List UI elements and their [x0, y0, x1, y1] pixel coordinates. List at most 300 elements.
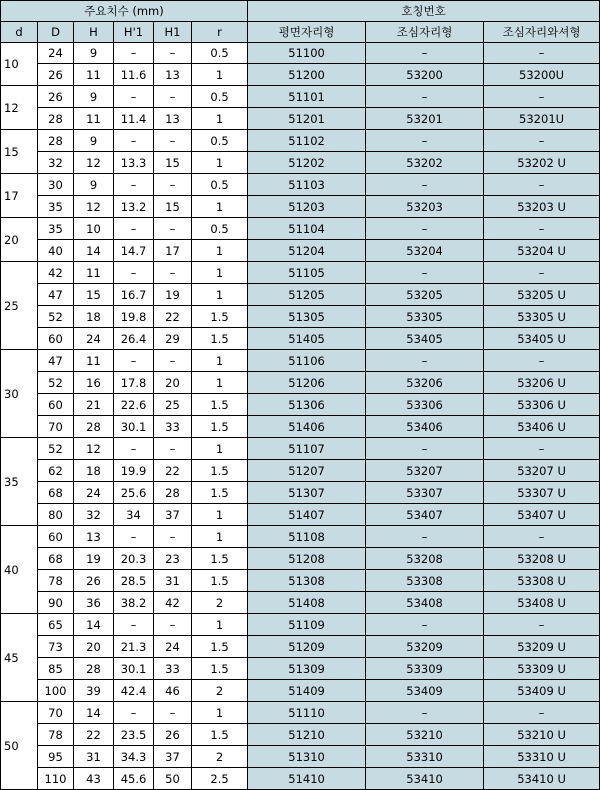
flat-seat-number-cell: 51305 [248, 306, 366, 328]
height-H1-prime-cell: – [114, 438, 154, 460]
height-H1-prime-cell: – [114, 130, 154, 152]
table-row [1, 240, 600, 262]
col-header-flat-seat: 평면자리형 [248, 22, 366, 43]
height-H1-cell: – [154, 702, 192, 724]
height-H1-prime-cell: 14.7 [114, 240, 154, 262]
height-H-cell: 10 [74, 218, 114, 240]
aligning-seat-number-cell: 53309 [366, 658, 484, 680]
height-H-cell: 32 [74, 504, 114, 526]
aligning-seat-number-cell: 53206 [366, 372, 484, 394]
outer-D-cell: 85 [38, 658, 74, 680]
table-row [1, 592, 600, 614]
height-H1-cell: 22 [154, 306, 192, 328]
bore-d-cell: 12 [1, 86, 38, 130]
aligning-washer-number-cell: – [484, 130, 600, 152]
aligning-washer-number-cell: 53408 U [484, 592, 600, 614]
radius-r-cell: 1 [192, 108, 248, 130]
flat-seat-number-cell: 51209 [248, 636, 366, 658]
height-H-cell: 24 [74, 482, 114, 504]
outer-D-cell: 24 [38, 43, 74, 64]
table-row [1, 130, 600, 152]
table-row [1, 658, 600, 680]
table-row [1, 394, 600, 416]
radius-r-cell: 1.5 [192, 570, 248, 592]
flat-seat-number-cell: 51208 [248, 548, 366, 570]
table-row [1, 350, 600, 372]
bore-d-cell: 45 [1, 614, 38, 702]
outer-D-cell: 30 [38, 174, 74, 196]
height-H-cell: 9 [74, 130, 114, 152]
outer-D-cell: 35 [38, 218, 74, 240]
outer-D-cell: 95 [38, 746, 74, 768]
outer-D-cell: 73 [38, 636, 74, 658]
aligning-washer-number-cell: 53204 U [484, 240, 600, 262]
height-H1-cell: 37 [154, 504, 192, 526]
height-H1-prime-cell: – [114, 262, 154, 284]
table-row [1, 174, 600, 196]
outer-D-cell: 60 [38, 328, 74, 350]
aligning-washer-number-cell: – [484, 350, 600, 372]
aligning-washer-number-cell: 53310 U [484, 746, 600, 768]
aligning-seat-number-cell: 53308 [366, 570, 484, 592]
height-H-cell: 18 [74, 460, 114, 482]
outer-D-cell: 78 [38, 724, 74, 746]
radius-r-cell: 1 [192, 284, 248, 306]
height-H1-cell: 26 [154, 724, 192, 746]
aligning-washer-number-cell: 53305 U [484, 306, 600, 328]
height-H-cell: 43 [74, 768, 114, 790]
outer-D-cell: 32 [38, 152, 74, 174]
flat-seat-number-cell: 51109 [248, 614, 366, 636]
height-H1-cell: 23 [154, 548, 192, 570]
flat-seat-number-cell: 51210 [248, 724, 366, 746]
aligning-washer-number-cell: 53306 U [484, 394, 600, 416]
outer-D-cell: 60 [38, 394, 74, 416]
height-H1-prime-cell: 30.1 [114, 416, 154, 438]
height-H1-prime-cell: 13.2 [114, 196, 154, 218]
aligning-seat-number-cell: 53405 [366, 328, 484, 350]
height-H1-cell: 13 [154, 108, 192, 130]
aligning-seat-number-cell: – [366, 130, 484, 152]
height-H-cell: 12 [74, 438, 114, 460]
aligning-seat-number-cell: 53202 [366, 152, 484, 174]
height-H-cell: 31 [74, 746, 114, 768]
outer-D-cell: 60 [38, 526, 74, 548]
outer-D-cell: 110 [38, 768, 74, 790]
flat-seat-number-cell: 51310 [248, 746, 366, 768]
table-row [1, 460, 600, 482]
radius-r-cell: 1 [192, 438, 248, 460]
table-row [1, 86, 600, 108]
aligning-washer-number-cell: 53308 U [484, 570, 600, 592]
height-H-cell: 11 [74, 64, 114, 86]
radius-r-cell: 1.5 [192, 306, 248, 328]
flat-seat-number-cell: 51108 [248, 526, 366, 548]
table-row [1, 680, 600, 702]
col-header-aligning-washer: 조심자리와셔형 [484, 22, 600, 43]
flat-seat-number-cell: 51107 [248, 438, 366, 460]
flat-seat-number-cell: 51407 [248, 504, 366, 526]
height-H-cell: 20 [74, 636, 114, 658]
height-H-cell: 9 [74, 174, 114, 196]
radius-r-cell: 1 [192, 614, 248, 636]
aligning-washer-number-cell: – [484, 438, 600, 460]
height-H1-cell: – [154, 350, 192, 372]
outer-D-cell: 100 [38, 680, 74, 702]
aligning-washer-number-cell: 53407 U [484, 504, 600, 526]
height-H1-cell: 22 [154, 460, 192, 482]
aligning-washer-number-cell: 53207 U [484, 460, 600, 482]
aligning-seat-number-cell: 53208 [366, 548, 484, 570]
table-row [1, 416, 600, 438]
table-row [1, 372, 600, 394]
radius-r-cell: 1.5 [192, 658, 248, 680]
height-H1-cell: 15 [154, 196, 192, 218]
flat-seat-number-cell: 51309 [248, 658, 366, 680]
height-H1-cell: – [154, 614, 192, 636]
table-row [1, 108, 600, 130]
height-H1-prime-cell: – [114, 218, 154, 240]
height-H1-prime-cell: 11.6 [114, 64, 154, 86]
height-H1-prime-cell: 17.8 [114, 372, 154, 394]
radius-r-cell: 2 [192, 746, 248, 768]
flat-seat-number-cell: 51308 [248, 570, 366, 592]
radius-r-cell: 2 [192, 680, 248, 702]
flat-seat-number-cell: 51102 [248, 130, 366, 152]
radius-r-cell: 2 [192, 592, 248, 614]
outer-D-cell: 47 [38, 350, 74, 372]
bore-d-cell: 20 [1, 218, 38, 262]
aligning-washer-number-cell: 53410 U [484, 768, 600, 790]
aligning-seat-number-cell: – [366, 43, 484, 64]
col-header-H1-prime: H'1 [114, 22, 154, 43]
height-H-cell: 13 [74, 526, 114, 548]
height-H1-prime-cell: 21.3 [114, 636, 154, 658]
aligning-seat-number-cell: 53409 [366, 680, 484, 702]
height-H-cell: 28 [74, 658, 114, 680]
height-H-cell: 14 [74, 240, 114, 262]
height-H1-cell: 33 [154, 416, 192, 438]
outer-D-cell: 65 [38, 614, 74, 636]
height-H1-prime-cell: – [114, 614, 154, 636]
height-H1-prime-cell: 38.2 [114, 592, 154, 614]
aligning-seat-number-cell: – [366, 86, 484, 108]
flat-seat-number-cell: 51202 [248, 152, 366, 174]
radius-r-cell: 1.5 [192, 328, 248, 350]
aligning-washer-number-cell: – [484, 614, 600, 636]
height-H1-cell: 24 [154, 636, 192, 658]
outer-D-cell: 42 [38, 262, 74, 284]
height-H1-prime-cell: 13.3 [114, 152, 154, 174]
flat-seat-number-cell: 51103 [248, 174, 366, 196]
bore-d-cell: 50 [1, 702, 38, 790]
flat-seat-number-cell: 51307 [248, 482, 366, 504]
height-H1-cell: 15 [154, 152, 192, 174]
outer-D-cell: 26 [38, 64, 74, 86]
aligning-washer-number-cell: – [484, 218, 600, 240]
aligning-seat-number-cell: 53209 [366, 636, 484, 658]
radius-r-cell: 1.5 [192, 460, 248, 482]
outer-D-cell: 68 [38, 482, 74, 504]
table-row [1, 196, 600, 218]
radius-r-cell: 1 [192, 504, 248, 526]
radius-r-cell: 0.5 [192, 86, 248, 108]
aligning-seat-number-cell: – [366, 614, 484, 636]
height-H1-cell: – [154, 130, 192, 152]
col-header-r: r [192, 22, 248, 43]
flat-seat-number-cell: 51410 [248, 768, 366, 790]
bore-d-cell: 15 [1, 130, 38, 174]
header-group-row [1, 1, 600, 22]
radius-r-cell: 1 [192, 526, 248, 548]
height-H1-cell: 20 [154, 372, 192, 394]
aligning-seat-number-cell: 53307 [366, 482, 484, 504]
aligning-seat-number-cell: 53207 [366, 460, 484, 482]
aligning-seat-number-cell: 53200 [366, 64, 484, 86]
flat-seat-number-cell: 51205 [248, 284, 366, 306]
height-H1-cell: 33 [154, 658, 192, 680]
height-H-cell: 11 [74, 108, 114, 130]
header-column-row [1, 22, 600, 43]
flat-seat-number-cell: 51104 [248, 218, 366, 240]
height-H1-cell: – [154, 174, 192, 196]
flat-seat-number-cell: 51405 [248, 328, 366, 350]
radius-r-cell: 1 [192, 350, 248, 372]
radius-r-cell: 1.5 [192, 548, 248, 570]
aligning-seat-number-cell: 53406 [366, 416, 484, 438]
height-H1-cell: 50 [154, 768, 192, 790]
flat-seat-number-cell: 51406 [248, 416, 366, 438]
aligning-seat-number-cell: 53204 [366, 240, 484, 262]
table-row [1, 702, 600, 724]
height-H-cell: 12 [74, 196, 114, 218]
table-row [1, 262, 600, 284]
flat-seat-number-cell: 51101 [248, 86, 366, 108]
table-row [1, 218, 600, 240]
aligning-washer-number-cell: – [484, 86, 600, 108]
height-H1-prime-cell: – [114, 174, 154, 196]
aligning-seat-number-cell: 53205 [366, 284, 484, 306]
bore-d-cell: 17 [1, 174, 38, 218]
flat-seat-number-cell: 51409 [248, 680, 366, 702]
height-H1-cell: 42 [154, 592, 192, 614]
flat-seat-number-cell: 51204 [248, 240, 366, 262]
height-H-cell: 39 [74, 680, 114, 702]
height-H-cell: 15 [74, 284, 114, 306]
aligning-washer-number-cell: 53205 U [484, 284, 600, 306]
flat-seat-number-cell: 51200 [248, 64, 366, 86]
height-H1-cell: 37 [154, 746, 192, 768]
aligning-washer-number-cell: 53202 U [484, 152, 600, 174]
bore-d-cell: 30 [1, 350, 38, 438]
aligning-seat-number-cell: – [366, 262, 484, 284]
radius-r-cell: 1 [192, 64, 248, 86]
table-row [1, 284, 600, 306]
height-H-cell: 26 [74, 570, 114, 592]
col-header-d: d [1, 22, 38, 43]
outer-D-cell: 35 [38, 196, 74, 218]
bore-d-cell: 10 [1, 43, 38, 86]
height-H1-cell: 31 [154, 570, 192, 592]
height-H1-cell: 17 [154, 240, 192, 262]
height-H1-prime-cell: 45.6 [114, 768, 154, 790]
flat-seat-number-cell: 51110 [248, 702, 366, 724]
height-H1-cell: 19 [154, 284, 192, 306]
outer-D-cell: 80 [38, 504, 74, 526]
aligning-seat-number-cell: – [366, 174, 484, 196]
outer-D-cell: 70 [38, 702, 74, 724]
height-H1-cell: 46 [154, 680, 192, 702]
radius-r-cell: 0.5 [192, 174, 248, 196]
height-H-cell: 12 [74, 152, 114, 174]
bore-d-cell: 40 [1, 526, 38, 614]
radius-r-cell: 1 [192, 196, 248, 218]
aligning-washer-number-cell: 53203 U [484, 196, 600, 218]
height-H1-prime-cell: 26.4 [114, 328, 154, 350]
aligning-seat-number-cell: 53203 [366, 196, 484, 218]
height-H1-cell: 25 [154, 394, 192, 416]
height-H-cell: 22 [74, 724, 114, 746]
aligning-washer-number-cell: 53409 U [484, 680, 600, 702]
table-body [1, 43, 600, 790]
outer-D-cell: 68 [38, 548, 74, 570]
table-row [1, 64, 600, 86]
aligning-washer-number-cell: 53200U [484, 64, 600, 86]
radius-r-cell: 1 [192, 262, 248, 284]
radius-r-cell: 1.5 [192, 394, 248, 416]
aligning-seat-number-cell: – [366, 218, 484, 240]
bore-d-cell: 25 [1, 262, 38, 350]
table-row [1, 152, 600, 174]
aligning-seat-number-cell: 53408 [366, 592, 484, 614]
aligning-washer-number-cell: 53209 U [484, 636, 600, 658]
flat-seat-number-cell: 51100 [248, 43, 366, 64]
height-H1-cell: – [154, 438, 192, 460]
radius-r-cell: 1 [192, 372, 248, 394]
flat-seat-number-cell: 51306 [248, 394, 366, 416]
height-H1-prime-cell: 23.5 [114, 724, 154, 746]
height-H1-prime-cell: 30.1 [114, 658, 154, 680]
outer-D-cell: 90 [38, 592, 74, 614]
aligning-seat-number-cell: 53210 [366, 724, 484, 746]
radius-r-cell: 2.5 [192, 768, 248, 790]
height-H1-prime-cell: – [114, 526, 154, 548]
height-H-cell: 11 [74, 350, 114, 372]
table-row [1, 548, 600, 570]
flat-seat-number-cell: 51105 [248, 262, 366, 284]
aligning-washer-number-cell: – [484, 702, 600, 724]
flat-seat-number-cell: 51206 [248, 372, 366, 394]
outer-D-cell: 52 [38, 438, 74, 460]
table-row [1, 526, 600, 548]
outer-D-cell: 26 [38, 86, 74, 108]
height-H1-prime-cell: 19.9 [114, 460, 154, 482]
aligning-washer-number-cell: – [484, 526, 600, 548]
aligning-seat-number-cell: – [366, 350, 484, 372]
aligning-washer-number-cell: – [484, 174, 600, 196]
aligning-seat-number-cell: – [366, 526, 484, 548]
aligning-washer-number-cell: 53206 U [484, 372, 600, 394]
aligning-washer-number-cell: 53201U [484, 108, 600, 130]
table-row [1, 306, 600, 328]
aligning-seat-number-cell: 53305 [366, 306, 484, 328]
aligning-seat-number-cell: – [366, 438, 484, 460]
radius-r-cell: 1.5 [192, 416, 248, 438]
table-row [1, 43, 600, 64]
aligning-seat-number-cell: 53310 [366, 746, 484, 768]
col-header-H: H [74, 22, 114, 43]
table-row [1, 724, 600, 746]
flat-seat-number-cell: 51207 [248, 460, 366, 482]
main-dimensions-header: 주요치수 (mm) [1, 1, 248, 22]
table-row [1, 328, 600, 350]
height-H-cell: 19 [74, 548, 114, 570]
table-row [1, 768, 600, 790]
height-H-cell: 28 [74, 416, 114, 438]
height-H1-prime-cell: 25.6 [114, 482, 154, 504]
table-row [1, 504, 600, 526]
table-row [1, 570, 600, 592]
height-H1-cell: – [154, 262, 192, 284]
aligning-washer-number-cell: 53208 U [484, 548, 600, 570]
outer-D-cell: 62 [38, 460, 74, 482]
table-row [1, 482, 600, 504]
height-H1-cell: – [154, 86, 192, 108]
outer-D-cell: 28 [38, 130, 74, 152]
height-H1-prime-cell: 34.3 [114, 746, 154, 768]
aligning-washer-number-cell: 53307 U [484, 482, 600, 504]
radius-r-cell: 1 [192, 702, 248, 724]
flat-seat-number-cell: 51203 [248, 196, 366, 218]
aligning-washer-number-cell: – [484, 262, 600, 284]
flat-seat-number-cell: 51201 [248, 108, 366, 130]
height-H-cell: 14 [74, 702, 114, 724]
flat-seat-number-cell: 51106 [248, 350, 366, 372]
aligning-washer-number-cell: 53406 U [484, 416, 600, 438]
height-H-cell: 11 [74, 262, 114, 284]
height-H1-prime-cell: 19.8 [114, 306, 154, 328]
height-H1-cell: – [154, 43, 192, 64]
height-H1-cell: – [154, 526, 192, 548]
col-header-aligning-seat: 조심자리형 [366, 22, 484, 43]
height-H1-prime-cell: – [114, 43, 154, 64]
aligning-seat-number-cell: 53410 [366, 768, 484, 790]
height-H1-prime-cell: 34 [114, 504, 154, 526]
outer-D-cell: 78 [38, 570, 74, 592]
radius-r-cell: 1.5 [192, 482, 248, 504]
col-header-H1: H1 [154, 22, 192, 43]
aligning-washer-number-cell: 53405 U [484, 328, 600, 350]
aligning-washer-number-cell: 53210 U [484, 724, 600, 746]
height-H1-prime-cell: 11.4 [114, 108, 154, 130]
height-H-cell: 9 [74, 43, 114, 64]
height-H-cell: 16 [74, 372, 114, 394]
table-row [1, 636, 600, 658]
outer-D-cell: 47 [38, 284, 74, 306]
height-H1-prime-cell: 42.4 [114, 680, 154, 702]
table-row [1, 614, 600, 636]
height-H-cell: 21 [74, 394, 114, 416]
height-H1-cell: 13 [154, 64, 192, 86]
outer-D-cell: 70 [38, 416, 74, 438]
height-H1-prime-cell: 22.6 [114, 394, 154, 416]
aligning-seat-number-cell: 53306 [366, 394, 484, 416]
outer-D-cell: 40 [38, 240, 74, 262]
height-H-cell: 9 [74, 86, 114, 108]
col-header-D: D [38, 22, 74, 43]
height-H1-prime-cell: – [114, 86, 154, 108]
height-H1-cell: 29 [154, 328, 192, 350]
